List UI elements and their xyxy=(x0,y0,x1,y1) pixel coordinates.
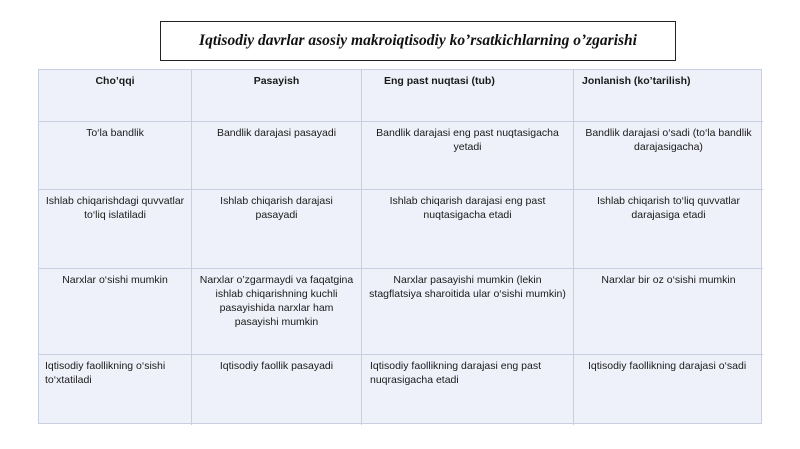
header-cell-peak: Cho’qqi xyxy=(39,70,192,122)
indicators-table xyxy=(38,69,762,424)
table-cell: Ishlab chiqarish darajasi pasayadi xyxy=(192,190,362,269)
table-cell: To‘la bandlik xyxy=(39,122,192,190)
table-cell: Ishlab chiqarish to‘liq quvvatlar darajasiga etadi xyxy=(574,190,763,269)
table-cell: Iqtisodiy faollikning darajasi o‘sadi xyxy=(588,360,747,372)
table-cell: Bandlik darajasi o‘sadi (to‘la bandlik darajasigacha) xyxy=(574,122,763,190)
table-cell: Narxlar bir oz o‘sishi mumkin xyxy=(574,269,763,355)
page-title: Iqtisodiy davrlar asosiy makroiqtisodiy ko’rsatkichlarning o’zgarishi xyxy=(199,32,637,49)
table-cell: Narxlar pasayishi mumkin (lekin stagflatsiya sharoitida ular o‘sishi mumkin) xyxy=(362,269,574,355)
table-cell: Bandlik darajasi eng past nuqtasigacha yetadi xyxy=(362,122,574,190)
table-cell: Iqtisodiy faollikning o‘sishi to‘xtatiladi xyxy=(39,355,192,425)
header-cell-recovery: Jonlanish (ko’tarilish) xyxy=(574,70,763,122)
header-cell-trough: Eng past nuqtasi (tub) xyxy=(362,70,574,122)
header-cell-decline: Pasayish xyxy=(192,70,362,122)
table-cell: Narxlar o‘sishi mumkin xyxy=(39,269,192,355)
table-cell: Ishlab chiqarish darajasi eng past nuqtasigacha etadi xyxy=(362,190,574,269)
table-cell: Iqtisodiy faollik pasayadi xyxy=(192,355,362,425)
table-cell: Narxlar o’zgarmaydi va faqatgina ishlab chiqarishning kuchli pasayishida narxlar ham pasayishi mumkin xyxy=(192,269,362,355)
title-box xyxy=(160,21,676,61)
table-cell: Ishlab chiqarishdagi quvvatlar to‘liq islatiladi xyxy=(39,190,192,269)
table-cell: Iqtisodiy faollikning darajasi eng past nuqrasigacha etadi xyxy=(362,355,574,425)
table-cell: Bandlik darajasi pasayadi xyxy=(192,122,362,190)
